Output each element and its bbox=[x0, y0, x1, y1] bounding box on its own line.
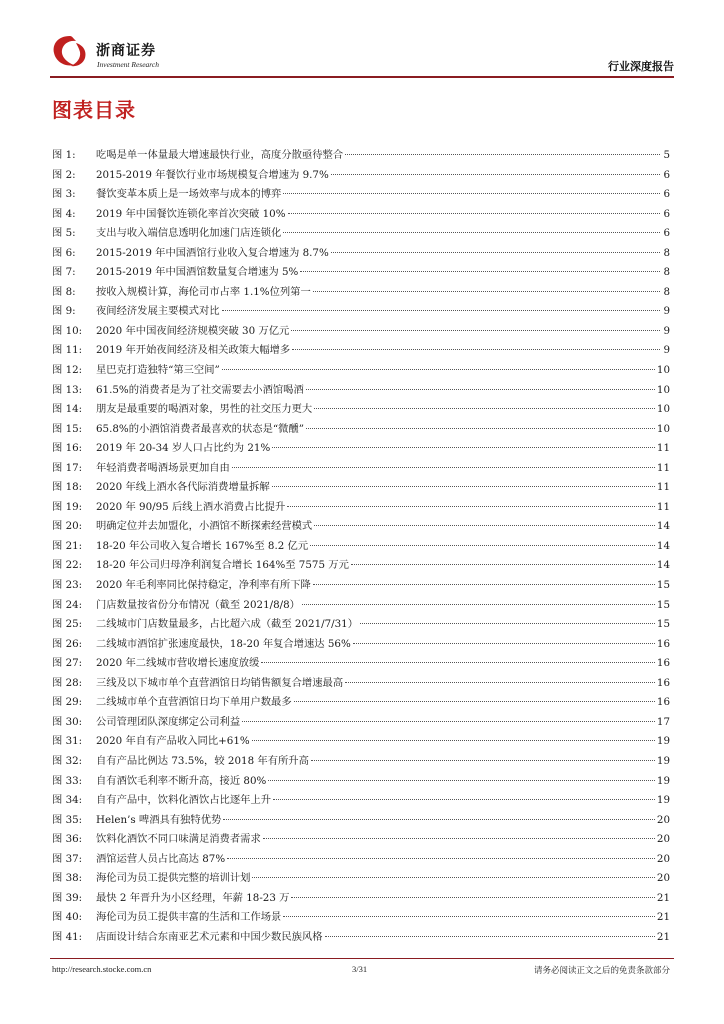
toc-entry-page: 19 bbox=[656, 735, 670, 748]
toc-entry-label: 图 28: bbox=[52, 676, 83, 689]
toc-entry-page: 8 bbox=[663, 266, 670, 279]
toc-entry-title: 酒馆运营人员占比高达 87% bbox=[96, 852, 226, 865]
toc-entry-title: 海伦司为员工提供完整的培训计划 bbox=[96, 872, 251, 885]
toc-leader-dots bbox=[222, 310, 660, 311]
toc-entry-page: 14 bbox=[656, 539, 670, 552]
toc-entry[interactable] bbox=[52, 713, 670, 733]
toc-entry-page: 16 bbox=[656, 676, 670, 689]
toc-entry-page: 16 bbox=[656, 637, 670, 650]
toc-entry-title: 二线城市酒馆扩张速度最快，18-20 年复合增速达 56% bbox=[96, 637, 351, 650]
toc-entry-label: 图 16: bbox=[52, 442, 83, 455]
toc-entry[interactable] bbox=[52, 224, 670, 244]
toc-entry-page: 11 bbox=[656, 442, 670, 455]
toc-leader-dots bbox=[345, 154, 660, 155]
toc-leader-dots bbox=[292, 349, 660, 350]
report-type-label: 行业深度报告 bbox=[608, 60, 674, 73]
toc-entry-page: 8 bbox=[663, 246, 670, 259]
footer-url-link[interactable]: http://research.stocke.com.cn bbox=[52, 964, 152, 974]
toc-entry-label: 图 10: bbox=[52, 324, 83, 337]
toc-entry-page: 20 bbox=[656, 872, 670, 885]
toc-entry-label: 图 15: bbox=[52, 422, 83, 435]
toc-entry-page: 10 bbox=[656, 364, 670, 377]
toc-leader-dots bbox=[313, 584, 655, 585]
toc-leader-dots bbox=[291, 897, 654, 898]
toc-entry-label: 图 1: bbox=[52, 149, 76, 161]
toc-entry-title: 餐饮变革本质上是一场效率与成本的博弈 bbox=[96, 188, 282, 201]
toc-entry-page: 8 bbox=[663, 285, 670, 298]
toc-entry-page: 9 bbox=[663, 344, 670, 357]
toc-entry-title: 饮料化酒饮不同口味满足消费者需求 bbox=[96, 833, 261, 846]
toc-entry-page: 20 bbox=[656, 833, 670, 846]
toc-entry-page: 21 bbox=[656, 891, 670, 904]
toc-entry[interactable] bbox=[52, 478, 670, 498]
toc-leader-dots bbox=[242, 721, 655, 722]
toc-entry-title: 2019 年 20-34 岁人口占比约为 21% bbox=[96, 442, 271, 455]
toc-entry[interactable] bbox=[52, 498, 670, 518]
toc-entry-title: 自有产品中，饮料化酒饮占比逐年上升 bbox=[96, 794, 272, 807]
toc-entry-title: 夜间经济发展主要模式对比 bbox=[96, 305, 220, 318]
toc-leader-dots bbox=[283, 232, 660, 233]
toc-entry-label: 图 14: bbox=[52, 403, 83, 416]
toc-entry-page: 20 bbox=[656, 852, 670, 865]
toc-entry[interactable] bbox=[52, 596, 670, 616]
toc-entry-page: 5 bbox=[663, 149, 670, 161]
toc-entry-label: 图 6: bbox=[52, 246, 76, 259]
toc-entry-label: 图 21: bbox=[52, 539, 83, 552]
toc-entry-page: 14 bbox=[656, 520, 670, 533]
toc-leader-dots bbox=[311, 760, 655, 761]
toc-entry[interactable] bbox=[52, 556, 670, 576]
toc-entry-page: 9 bbox=[663, 324, 670, 337]
toc-leader-dots bbox=[351, 564, 655, 565]
toc-entry-title: 18-20 年公司归母净利润复合增长 164%至 7575 万元 bbox=[96, 559, 349, 572]
toc-entry-label: 图 26: bbox=[52, 637, 83, 650]
toc-entry[interactable] bbox=[52, 459, 670, 479]
toc-entry-title: 65.8%的小酒馆消费者最喜欢的状态是“微醺” bbox=[96, 422, 304, 435]
toc-entry[interactable] bbox=[52, 361, 670, 381]
toc-entry-title: 海伦司为员工提供丰富的生活和工作场景 bbox=[96, 911, 282, 924]
toc-entry-label: 图 34: bbox=[52, 794, 83, 807]
toc-entry[interactable] bbox=[52, 693, 670, 713]
toc-leader-dots bbox=[331, 174, 660, 175]
toc-entry[interactable] bbox=[52, 166, 670, 186]
toc-entry-page: 10 bbox=[656, 383, 670, 396]
toc-entry[interactable] bbox=[52, 283, 670, 303]
toc-entry-title: Helen’s 啤酒具有独特优势 bbox=[96, 813, 222, 826]
toc-entry-page: 15 bbox=[656, 579, 670, 592]
toc-leader-dots bbox=[360, 623, 655, 624]
toc-leader-dots bbox=[300, 271, 660, 272]
toc-entry-label: 图 24: bbox=[52, 598, 83, 611]
toc-entry-page: 6 bbox=[663, 227, 670, 240]
toc-entry-label: 图 13: bbox=[52, 383, 83, 396]
page-header bbox=[50, 30, 674, 78]
toc-leader-dots bbox=[288, 213, 661, 214]
toc-entry-title: 2020 年 90/95 后线上酒水消费占比提升 bbox=[96, 500, 286, 513]
toc-entry-label: 图 37: bbox=[52, 852, 83, 865]
toc-entry-page: 20 bbox=[656, 813, 670, 826]
toc-entry-title: 吃喝是单一体量最大增速最快行业，高度分散亟待整合 bbox=[96, 149, 344, 161]
toc-leader-dots bbox=[314, 408, 655, 409]
toc-entry-label: 图 11: bbox=[52, 344, 83, 357]
toc-leader-dots bbox=[283, 193, 660, 194]
toc-entry[interactable] bbox=[52, 869, 670, 889]
toc-leader-dots bbox=[345, 682, 655, 683]
toc-entry[interactable] bbox=[52, 420, 670, 440]
toc-leader-dots bbox=[291, 330, 660, 331]
toc-leader-dots bbox=[232, 467, 655, 468]
toc-leader-dots bbox=[272, 447, 655, 448]
page-number: 3/31 bbox=[352, 964, 368, 974]
toc-entry-label: 图 20: bbox=[52, 520, 83, 533]
toc-entry-page: 6 bbox=[663, 168, 670, 181]
toc-entry-label: 图 41: bbox=[52, 930, 83, 943]
toc-entry-label: 图 5: bbox=[52, 227, 76, 240]
toc-entry-label: 图 17: bbox=[52, 461, 83, 474]
toc-entry-title: 自有产品比例达 73.5%，较 2018 年有所升高 bbox=[96, 754, 309, 767]
toc-entry[interactable] bbox=[52, 439, 670, 459]
toc-entry-title: 2020 年线上酒水各代际消费增量拆解 bbox=[96, 481, 270, 494]
toc-entry-title: 2015-2019 年餐饮行业市场规模复合增速为 9.7% bbox=[96, 168, 329, 181]
brokerage-logo-icon bbox=[50, 34, 90, 68]
toc-entry-label: 图 3: bbox=[52, 188, 76, 201]
toc-entry-label: 图 38: bbox=[52, 872, 83, 885]
toc-entry-title: 二线城市门店数量最多，占比超六成（截至 2021/7/31） bbox=[96, 618, 359, 631]
toc-leader-dots bbox=[313, 291, 660, 292]
toc-entry-label: 图 8: bbox=[52, 285, 76, 298]
toc-entry[interactable] bbox=[52, 185, 670, 205]
toc-entry[interactable] bbox=[52, 674, 670, 694]
toc-entry-title: 2020 年二线城市营收增长速度放缓 bbox=[96, 657, 260, 670]
toc-entry-label: 图 7: bbox=[52, 266, 76, 279]
toc-entry-title: 18-20 年公司收入复合增长 167%至 8.2 亿元 bbox=[96, 539, 309, 552]
toc-entry[interactable] bbox=[52, 400, 670, 420]
toc-entry-label: 图 31: bbox=[52, 735, 83, 748]
toc-entry-label: 图 22: bbox=[52, 559, 83, 572]
toc-entry-title: 二线城市单个直营酒馆日均下单用户数最多 bbox=[96, 696, 292, 709]
toc-entry-title: 公司管理团队深度绑定公司利益 bbox=[96, 715, 241, 728]
brokerage-tagline: Investment Research bbox=[97, 60, 159, 69]
toc-entry[interactable] bbox=[52, 732, 670, 752]
toc-leader-dots bbox=[252, 877, 654, 878]
toc-entry-label: 图 2: bbox=[52, 168, 76, 181]
toc-entry-title: 星巴克打造独特“第三空间” bbox=[96, 364, 220, 377]
toc-entry-page: 11 bbox=[656, 500, 670, 513]
toc-leader-dots bbox=[287, 506, 655, 507]
toc-entry-page: 19 bbox=[656, 774, 670, 787]
toc-entry[interactable] bbox=[52, 381, 670, 401]
toc-leader-dots bbox=[222, 369, 655, 370]
toc-leader-dots bbox=[283, 916, 655, 917]
toc-entry-page: 11 bbox=[656, 481, 670, 494]
toc-entry-page: 15 bbox=[656, 598, 670, 611]
toc-entry-label: 图 9: bbox=[52, 305, 76, 318]
toc-entry-label: 图 39: bbox=[52, 891, 83, 904]
toc-entry[interactable] bbox=[52, 830, 670, 850]
toc-entry[interactable] bbox=[52, 615, 670, 635]
toc-entry[interactable] bbox=[52, 263, 670, 283]
disclaimer-note: 请务必阅读正文之后的免责条款部分 bbox=[533, 966, 670, 976]
toc-leader-dots bbox=[223, 819, 655, 820]
toc-entry-label: 图 30: bbox=[52, 715, 83, 728]
toc-entry-page: 19 bbox=[656, 754, 670, 767]
toc-entry[interactable] bbox=[52, 908, 670, 928]
toc-leader-dots bbox=[273, 799, 655, 800]
toc-leader-dots bbox=[227, 858, 655, 859]
toc-entry-label: 图 36: bbox=[52, 833, 83, 846]
toc-entry-page: 11 bbox=[656, 461, 670, 474]
toc-entry[interactable] bbox=[52, 537, 670, 557]
toc-entry[interactable] bbox=[52, 244, 670, 264]
toc-entry-page: 17 bbox=[656, 715, 670, 728]
toc-entry-title: 61.5%的消费者是为了社交需要去小酒馆喝酒 bbox=[96, 383, 304, 396]
toc-entry[interactable] bbox=[52, 811, 670, 831]
toc-leader-dots bbox=[306, 428, 655, 429]
toc-entry-page: 16 bbox=[656, 696, 670, 709]
toc-entry-label: 图 27: bbox=[52, 657, 83, 670]
toc-leader-dots bbox=[272, 486, 655, 487]
toc-entry-title: 2020 年自有产品收入同比+61% bbox=[96, 735, 250, 748]
toc-entry[interactable] bbox=[52, 791, 670, 811]
toc-leader-dots bbox=[310, 545, 655, 546]
toc-entry[interactable] bbox=[52, 302, 670, 322]
toc-entry-title: 2015-2019 年中国酒馆行业收入复合增速为 8.7% bbox=[96, 246, 329, 259]
toc-entry[interactable] bbox=[52, 928, 670, 948]
toc-entry-title: 三线及以下城市单个直营酒馆日均销售额复合增速最高 bbox=[96, 676, 344, 689]
toc-leader-dots bbox=[306, 389, 655, 390]
toc-entry-page: 21 bbox=[656, 930, 670, 943]
toc-entry-page: 9 bbox=[663, 305, 670, 318]
toc-leader-dots bbox=[261, 662, 655, 663]
toc-entry[interactable] bbox=[52, 576, 670, 596]
toc-entry-page: 21 bbox=[656, 911, 670, 924]
toc-entry-title: 店面设计结合东南亚艺术元素和中国少数民族风格 bbox=[96, 930, 323, 943]
toc-entry-label: 图 18: bbox=[52, 481, 83, 494]
toc-leader-dots bbox=[353, 643, 655, 644]
toc-entry-title: 2019 年中国餐饮连锁化率首次突破 10% bbox=[96, 207, 286, 220]
toc-entry-page: 15 bbox=[656, 618, 670, 631]
toc-entry[interactable] bbox=[52, 517, 670, 537]
toc-entry-title: 2020 年毛利率同比保持稳定，净利率有所下降 bbox=[96, 579, 311, 592]
toc-leader-dots bbox=[252, 740, 655, 741]
toc-entry-title: 按收入规模计算，海伦司市占率 1.1%位列第一 bbox=[96, 285, 311, 298]
toc-leader-dots bbox=[325, 936, 655, 937]
toc-entry-label: 图 12: bbox=[52, 364, 83, 377]
toc-entry[interactable] bbox=[52, 752, 670, 772]
toc-entry-label: 图 35: bbox=[52, 813, 83, 826]
toc-entry[interactable] bbox=[52, 322, 670, 342]
toc-entry-title: 最快 2 年晋升为小区经理，年薪 18-23 万 bbox=[96, 891, 290, 904]
toc-entry[interactable] bbox=[52, 654, 670, 674]
toc-entry-label: 图 29: bbox=[52, 696, 83, 709]
toc-entry-page: 19 bbox=[656, 794, 670, 807]
footer-divider bbox=[50, 958, 674, 959]
toc-entry-title: 年轻消费者喝酒场景更加自由 bbox=[96, 461, 230, 474]
toc-entry-label: 图 32: bbox=[52, 754, 83, 767]
toc-entry-title: 2015-2019 年中国酒馆数量复合增速为 5% bbox=[96, 266, 299, 279]
toc-entry[interactable] bbox=[52, 889, 670, 909]
header-divider bbox=[50, 76, 674, 78]
toc-entry[interactable] bbox=[52, 205, 670, 225]
toc-entry-label: 图 23: bbox=[52, 579, 83, 592]
toc-leader-dots bbox=[268, 780, 655, 781]
toc-entry-page: 6 bbox=[663, 188, 670, 201]
toc-leader-dots bbox=[294, 701, 655, 702]
toc-entry-title: 明确定位并去加盟化，小酒馆不断探索经营模式 bbox=[96, 520, 313, 533]
toc-entry-title: 朋友是最重要的喝酒对象，男性的社交压力更大 bbox=[96, 403, 313, 416]
brokerage-name: 浙商证券 bbox=[96, 43, 156, 59]
toc-entry-label: 图 33: bbox=[52, 774, 83, 787]
toc-entry-label: 图 40: bbox=[52, 911, 83, 924]
toc-entry[interactable] bbox=[52, 635, 670, 655]
toc-entry-title: 2020 年中国夜间经济规模突破 30 万亿元 bbox=[96, 324, 290, 337]
toc-entry-title: 门店数量按省份分布情况（截至 2021/8/8） bbox=[96, 598, 300, 611]
toc-entry[interactable] bbox=[52, 146, 670, 166]
toc-entry[interactable] bbox=[52, 341, 670, 361]
toc-entry-label: 图 25: bbox=[52, 618, 83, 631]
toc-title: 图表目录 bbox=[52, 98, 136, 122]
toc-leader-dots bbox=[302, 604, 655, 605]
toc-entry[interactable] bbox=[52, 772, 670, 792]
toc-entry-label: 图 4: bbox=[52, 207, 76, 220]
toc-entry-page: 16 bbox=[656, 657, 670, 670]
toc-entry-page: 14 bbox=[656, 559, 670, 572]
toc-leader-dots bbox=[314, 525, 655, 526]
toc-entry[interactable] bbox=[52, 850, 670, 870]
toc-entry-label: 图 19: bbox=[52, 500, 83, 513]
toc-entry-page: 6 bbox=[663, 207, 670, 220]
toc-entry-title: 支出与收入端信息透明化加速门店连锁化 bbox=[96, 227, 282, 240]
toc-leader-dots bbox=[263, 838, 655, 839]
figure-list bbox=[52, 146, 670, 947]
toc-entry-page: 10 bbox=[656, 422, 670, 435]
toc-entry-page: 10 bbox=[656, 403, 670, 416]
toc-entry-title: 自有酒饮毛利率不断升高，接近 80% bbox=[96, 774, 267, 787]
toc-leader-dots bbox=[331, 252, 660, 253]
toc-entry-title: 2019 年开始夜间经济及相关政策大幅增多 bbox=[96, 344, 291, 357]
